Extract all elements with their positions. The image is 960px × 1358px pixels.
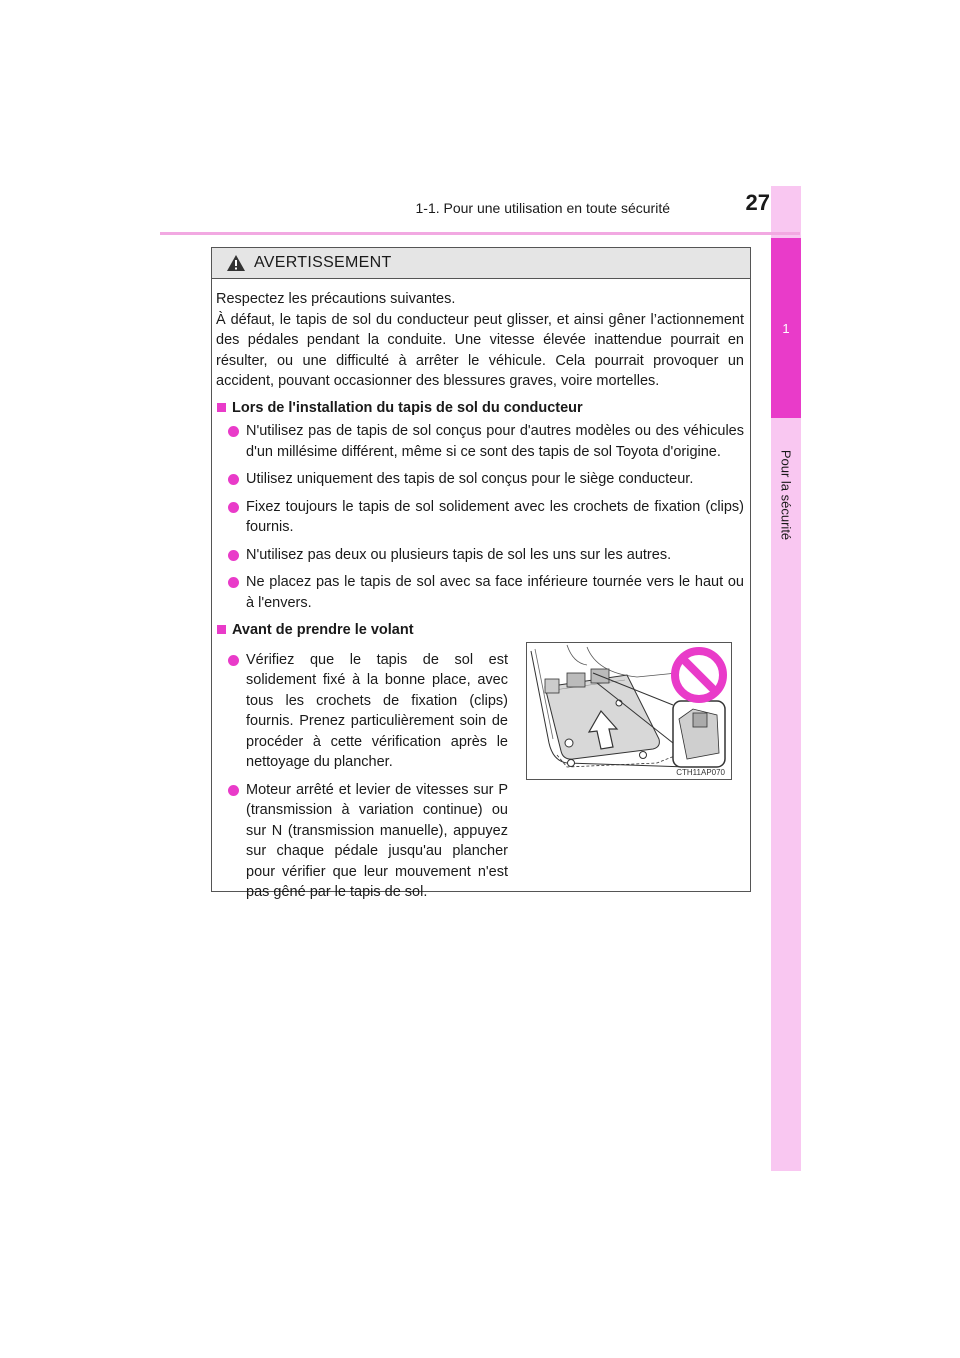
chapter-label: Pour la sécurité [778, 449, 794, 541]
list-item: N'utilisez pas deux ou plusieurs tapis de sol les uns sur les autres. [216, 545, 744, 566]
prohibition-icon [675, 651, 723, 699]
bullet-icon [228, 502, 239, 513]
figure-code: CTH11AP070 [676, 768, 725, 777]
bullet-icon [228, 550, 239, 561]
driving-text [216, 644, 508, 910]
intro-paragraph: À défaut, le tapis de sol du conducteur peut glisser, et ainsi gêner l’actionnement des pédales pendant la conduite. Une vitesse élevée inattendue pourrait en résulter, ou une difficulté à arrêter le véhicule. Cela pourrait provoquer un accident, pouvant occasionner des blessures graves, voire mortelles. [216, 311, 744, 389]
warning-box [211, 247, 751, 900]
bullet-icon [228, 655, 239, 666]
warning-body [212, 279, 750, 910]
bullet-icon [228, 577, 239, 588]
page-number: 27 [745, 190, 770, 215]
floor-mat-drawing [527, 643, 731, 779]
bullet-icon [228, 426, 239, 437]
chapter-number-tab [771, 238, 801, 418]
running-header: 1-1. Pour une utilisation en toute sécurité [415, 200, 670, 216]
chapter-number: 1 [782, 320, 790, 336]
list-item: Vérifiez que le tapis de sol est solidement fixé à la bonne place, avec tous les crochets de fixation (clips) fournis. Prenez particulièrement soin de procéder à cette vérification après le nettoyage du plancher. [216, 650, 508, 773]
list-item: N'utilisez pas de tapis de sol conçus pour d'autres modèles ou des véhicules d'un millésime différent, même si ce sont des tapis de sol Toyota d'origine. [216, 421, 744, 462]
list-item: Utilisez uniquement des tapis de sol conçus pour le siège conducteur. [216, 469, 744, 490]
section-square-icon [217, 403, 226, 412]
list-item: Ne placez pas le tapis de sol avec sa face inférieure tournée vers le haut ou à l'envers. [216, 572, 744, 613]
section-title-driving: Avant de prendre le volant [216, 620, 744, 641]
warning-title: AVERTISSEMENT [254, 254, 392, 271]
header-rule [160, 232, 800, 235]
bullet-icon [228, 474, 239, 485]
warning-triangle-icon [226, 254, 246, 272]
warning-header [212, 248, 750, 279]
bullet-icon [228, 785, 239, 796]
section-title-installation: Lors de l'installation du tapis de sol du conducteur [216, 398, 744, 419]
intro-line: Respectez les précautions suivantes. [216, 291, 456, 307]
floor-mat-illustration [526, 642, 732, 780]
list-item: Fixez toujours le tapis de sol solidement avec les crochets de fixation (clips) fournis. [216, 497, 744, 538]
section-square-icon [217, 625, 226, 634]
list-item: Moteur arrêté et levier de vitesses sur P (transmission à variation continue) ou sur N (transmission manuelle), appuyez sur chaque pédale jusqu'au plancher pour vérifier que leur mouvement n'est pas gêné par le tapis de sol. [216, 780, 508, 903]
